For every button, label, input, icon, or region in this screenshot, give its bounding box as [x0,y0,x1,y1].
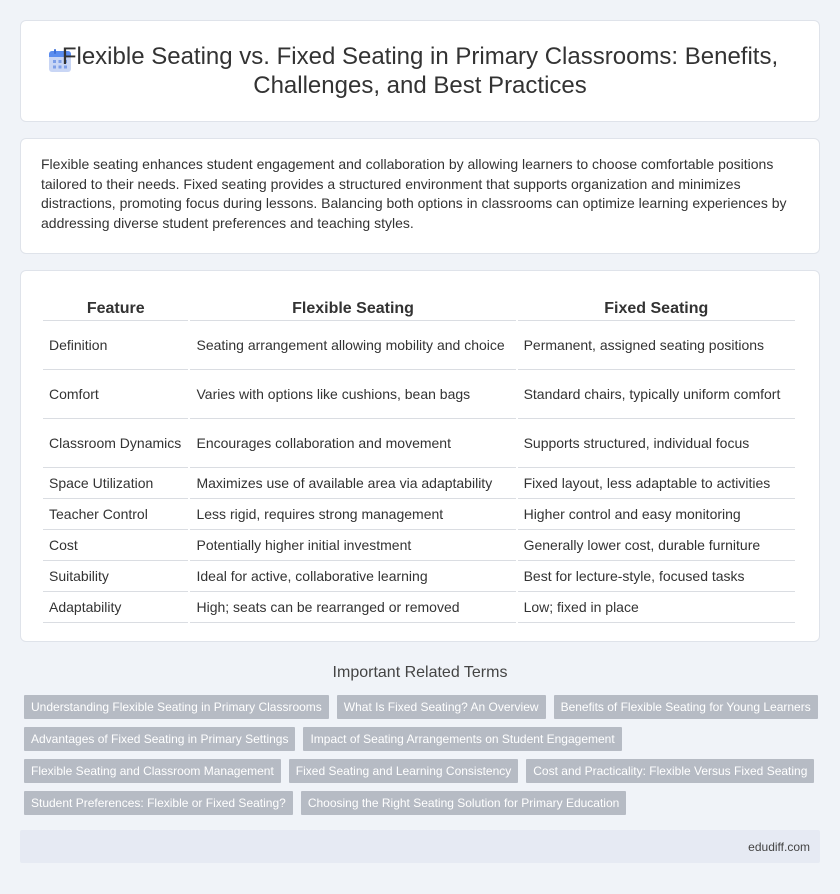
related-term-tag[interactable]: What Is Fixed Seating? An Overview [337,695,546,719]
table-cell: Higher control and easy monitoring [518,499,795,530]
footer-site-link[interactable]: edudiff.com [748,840,810,854]
table-cell: Classroom Dynamics [43,419,188,468]
table-cell: Cost [43,530,188,561]
table-cell: Comfort [43,370,188,419]
table-header-row [43,297,795,321]
table-cell: Fixed layout, less adaptable to activities [518,468,795,499]
table-cell: Seating arrangement allowing mobility and choice [190,321,515,370]
table-row [43,499,795,530]
table-row [43,321,795,370]
related-terms-list [24,695,824,823]
table-row [43,592,795,623]
table-cell: Permanent, assigned seating positions [518,321,795,370]
table-cell: High; seats can be rearranged or removed [190,592,515,623]
table-row [43,370,795,419]
tag-row [24,791,824,815]
intro-paragraph: Flexible seating enhances student engagement and collaboration by allowing learners to choose comfortable positions tailored to their needs. Fixed seating provides a structured environment that supports organization and minimizes distractions, promoting focus during lessons. Balancing both options in classrooms can optimize learning experiences by addressing diverse student preferences and teaching styles. [41,156,787,231]
header-feature: Feature [43,297,188,321]
tag-row [24,695,824,719]
table-row [43,419,795,468]
table-cell: Space Utilization [43,468,188,499]
table-cell: Best for lecture-style, focused tasks [518,561,795,592]
table-cell: Supports structured, individual focus [518,419,795,468]
table-cell: Ideal for active, collaborative learning [190,561,515,592]
related-term-tag[interactable]: Flexible Seating and Classroom Management [24,759,281,783]
table-cell: Standard chairs, typically uniform comfort [518,370,795,419]
comparison-card [20,270,820,642]
table-cell: Encourages collaboration and movement [190,419,515,468]
related-term-tag[interactable]: Advantages of Fixed Seating in Primary Settings [24,727,295,751]
related-term-tag[interactable]: Choosing the Right Seating Solution for Primary Education [301,791,627,815]
related-term-tag[interactable]: Fixed Seating and Learning Consistency [289,759,518,783]
comparison-table [41,297,797,623]
table-row [43,530,795,561]
table-cell: Teacher Control [43,499,188,530]
header-flexible: Flexible Seating [190,297,515,321]
related-term-tag[interactable]: Benefits of Flexible Seating for Young Learners [554,695,818,719]
related-term-tag[interactable]: Understanding Flexible Seating in Primary Classrooms [24,695,329,719]
title-card [20,20,820,122]
related-term-tag[interactable]: Impact of Seating Arrangements on Student Engagement [303,727,621,751]
table-row [43,561,795,592]
table-cell: Low; fixed in place [518,592,795,623]
table-cell: Maximizes use of available area via adaptability [190,468,515,499]
table-cell: Varies with options like cushions, bean bags [190,370,515,419]
table-cell: Adaptability [43,592,188,623]
header-fixed: Fixed Seating [518,297,795,321]
related-term-tag[interactable]: Cost and Practicality: Flexible Versus Fixed Seating [526,759,814,783]
tag-row [24,759,824,783]
related-term-tag[interactable]: Student Preferences: Flexible or Fixed Seating? [24,791,293,815]
table-cell: Less rigid, requires strong management [190,499,515,530]
related-terms-title: Important Related Terms [332,664,508,681]
table-cell: Suitability [43,561,188,592]
page-title: Flexible Seating vs. Fixed Seating in Primary Classrooms: Benefits, Challenges, and Best Practices [61,43,779,99]
tag-row [24,727,824,751]
table-cell: Potentially higher initial investment [190,530,515,561]
footer [20,830,820,863]
table-row [43,468,795,499]
table-cell: Definition [43,321,188,370]
table-cell: Generally lower cost, durable furniture [518,530,795,561]
intro-card [20,138,820,254]
